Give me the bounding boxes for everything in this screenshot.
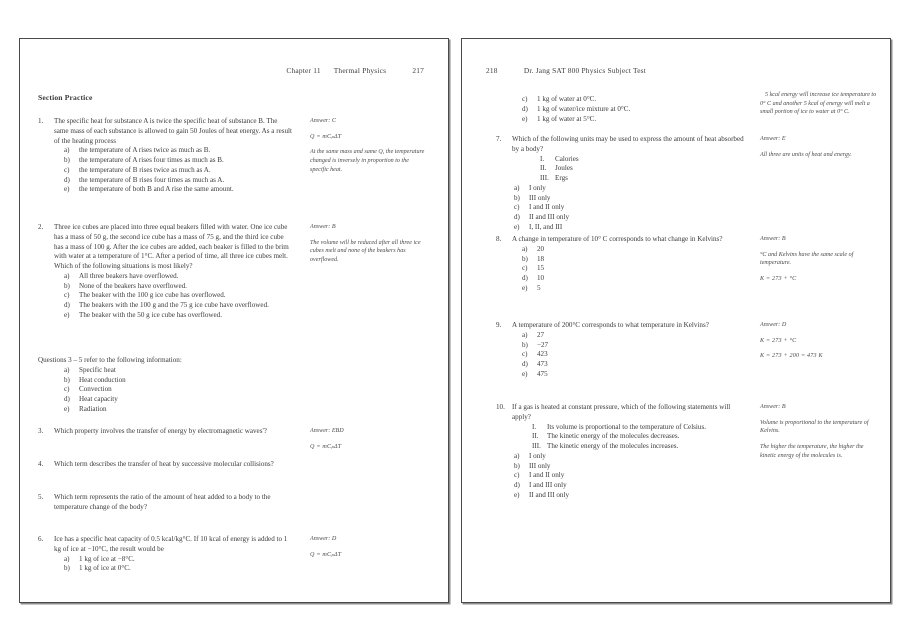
question-6-number: 6. [38,535,44,543]
choice-a[interactable] [64,555,293,565]
roman-label: II. [540,164,547,173]
choice-label: b) [522,254,528,263]
running-head-title: Dr. Jang SAT 800 Physics Subject Test [523,66,647,75]
choice-label: b) [64,375,70,384]
roman-label: III. [540,174,549,183]
answer-label: Answer: E [760,136,786,142]
roman-text: Calories [555,154,579,163]
page-right [461,38,891,603]
choice-label: e) [514,223,520,232]
choice-label: a) [514,451,520,460]
choice-label: d) [64,301,70,310]
choice-text: None of the beakers have overflowed. [79,281,187,290]
question-9 [496,321,744,380]
choice-text: the temperature of B rises four times as much as A. [79,175,225,184]
choice-label: e) [522,369,528,378]
choice-label: b) [514,193,520,202]
question-7-stem: Which of the following units may be used to express the amount of heat absorbed by a body? [512,135,744,153]
choice-text: I only [529,183,546,192]
question-1-choices [38,146,293,195]
choice-label: d) [522,360,528,369]
choice-b[interactable] [64,564,293,574]
choice-b[interactable] [64,282,293,292]
choice-c[interactable] [522,350,744,360]
choice-text: Specific heat [79,365,116,374]
choice-a[interactable] [64,366,293,376]
question-3 [38,427,293,437]
choice-label: c) [514,471,520,480]
choice-c[interactable] [522,95,744,105]
choice-e[interactable] [64,405,293,415]
explanation: The volume will be reduced after all three ice cubes melt and none of the beakers has overflowed. [310,239,421,263]
roman-text: Ergs [555,174,568,183]
choice-label: e) [514,491,520,500]
lead-in-text: Questions 3 – 5 refer to the following information: [38,356,182,364]
choice-label: e) [522,114,528,123]
roman-label: I. [540,154,545,163]
choice-b[interactable] [522,255,744,265]
question-1-margin-note [310,117,428,181]
choice-text: I, II, and III [529,223,563,232]
question-1-number: 1. [38,117,44,125]
choice-c[interactable] [514,471,744,481]
choice-text: 18 [537,254,545,263]
choice-e[interactable] [522,115,744,125]
question-6-continued-margin-note [760,91,878,124]
choice-b[interactable] [522,341,744,351]
running-head-page-number: 217 [412,66,424,75]
choice-text: The beaker with the 100 g ice cube has overflowed. [79,291,226,300]
question-8 [496,235,744,294]
choice-label: d) [514,213,520,222]
choice-c[interactable] [514,203,744,213]
choice-e[interactable] [514,223,744,233]
choice-text: I and II only [529,471,565,480]
continued-choices [496,95,744,124]
choice-a[interactable] [522,245,744,255]
choice-d[interactable] [522,360,744,370]
choice-label: b) [64,564,70,573]
choice-label: c) [64,385,70,394]
explanation: At the same mass and same Q, the temperature changed is inversely in proportion to the specific heat. [310,149,425,173]
question-3-number: 3. [38,427,44,435]
running-head-right [486,66,646,75]
choice-c[interactable] [522,264,744,274]
question-9-number: 9. [496,321,502,329]
choice-text: 1 kg of ice at 0°C. [79,564,131,573]
roman-statement-1 [532,423,744,433]
choice-c[interactable] [64,166,293,176]
choice-text: −27 [537,340,549,349]
roman-statement-3 [532,442,744,452]
choice-label: d) [64,395,70,404]
choice-text: the temperature of both B and A rise the same amount. [79,185,234,194]
question-2-margin-note [310,223,428,272]
choice-text: I only [529,451,546,460]
choice-text: 1 kg of water at 0°C. [537,95,597,103]
lead-in-choices [38,366,293,415]
question-8-stem: A change in temperature of 10° C corresponds to what change in Kelvins? [512,235,723,243]
choice-d[interactable] [522,274,744,284]
explanation: Volume is proportional to the temperature of Kelvins. [760,419,869,435]
choice-b[interactable] [64,156,293,166]
explanation: All three are units of heat and energy. [760,151,852,158]
choice-a[interactable] [64,146,293,156]
choice-c[interactable] [64,385,293,395]
question-4-number: 4. [38,460,44,468]
choice-text: the temperature of B rises twice as much as A. [79,165,211,174]
roman-text: Joules [555,164,573,173]
choice-label: a) [64,554,70,563]
choice-text: 15 [537,264,545,273]
choice-label: b) [522,340,528,349]
formula: K = 273 + °C [760,275,797,282]
choice-b[interactable] [514,194,744,204]
choice-text: 1 kg of water/ice mixture at 0°C. [537,104,631,113]
roman-label: I. [532,422,537,431]
choice-label: a) [514,183,520,192]
choice-label: a) [64,271,70,280]
choice-label: a) [64,146,70,155]
question-9-margin-note [760,321,878,368]
roman-label: III. [532,442,541,451]
choice-label: c) [64,291,70,300]
choice-label: c) [514,203,520,212]
question-10-number: 10. [496,403,505,411]
choice-text: I and II only [529,203,565,212]
question-2-choices [38,272,293,321]
choice-label: a) [522,244,528,253]
running-head-title: Thermal Physics [333,66,387,75]
choice-text: Heat conduction [79,375,126,384]
question-3-stem: Which property involves the transfer of energy by electromagnetic waves'? [54,427,267,435]
choice-label: d) [514,481,520,490]
lead-in-questions-3-5 [38,356,293,415]
choice-d[interactable] [514,213,744,223]
formula: Q = mCₚΔT [310,551,342,558]
question-10-choices [496,452,744,501]
question-2-stem: Three ice cubes are placed into three equal beakers filled with water. One ice cube has a mass of 50 g, the second ice cube has a mass of 75 g, and the third ice cube has a mass of 100 g. After the ice cubes are added, each beaker is filled to the brim with water at a temperature of 1°C. After a period of time, all three ice cubes melt. Which of the following situations is most likely? [54,223,289,271]
choice-label: c) [522,264,528,273]
explanation: °C and Kelvins have the same scale of temperature. [760,251,854,267]
answer-label: Answer: B [310,224,336,230]
choice-text: 475 [537,369,548,378]
choice-e[interactable] [522,284,744,294]
question-10-roman-statements [496,423,744,452]
explanation-secondary: The higher the temperature, the higher the kinetic energy of the molecules is. [760,443,864,459]
choice-e[interactable] [64,311,293,321]
roman-label: II. [532,432,539,441]
choice-text: the temperature of A rises twice as much as B. [79,146,211,155]
running-head-chapter: Chapter 11 [286,66,321,75]
question-10 [496,403,744,501]
choice-label: e) [522,283,528,292]
choice-d[interactable] [64,301,293,311]
choice-label: b) [64,281,70,290]
question-6-margin-note [310,535,428,566]
question-7-number: 7. [496,135,502,143]
question-6-choices [38,555,293,575]
choice-text: I and III only [529,481,567,490]
choice-a[interactable] [514,452,744,462]
question-7-margin-note [760,135,878,166]
question-2-number: 2. [38,223,44,231]
choice-text: 27 [537,330,545,339]
formula: Q = mCₚΔT [310,133,342,140]
running-head-left [286,66,424,75]
choice-label: e) [64,404,70,413]
choice-e[interactable] [64,185,293,195]
choice-d[interactable] [64,176,293,186]
question-6-stem: Ice has a specific heat capacity of 0.5 kcal/kg°C. If 10 kcal of energy is added to 1 kg of ice at −10°C, the result would be [54,535,288,553]
choice-label: c) [64,165,70,174]
choice-label: e) [64,185,70,194]
choice-label: d) [64,175,70,184]
choice-text: II and III only [529,213,569,222]
choice-label: d) [522,104,528,113]
question-6-continued-choices [496,95,744,124]
section-title: Section Practice [38,93,93,102]
question-8-number: 8. [496,235,502,243]
choice-text: 423 [537,350,548,359]
question-9-stem: A temperature of 200°C corresponds to what temperature in Kelvins? [512,321,709,329]
explanation: 5 kcal energy will increase ice temperature to 0° C and another 5 kcal of energy will melt a small portion of ice to water at 0° C. [760,92,877,116]
choice-text: The beaker with the 50 g ice cube has overflowed. [79,311,223,320]
question-10-margin-note [760,403,878,467]
answer-label: Answer: B [760,236,786,242]
answer-label: Answer: B [760,404,786,410]
choice-text: III only [529,193,551,202]
roman-statement-2 [532,432,744,442]
choice-d[interactable] [514,481,744,491]
formula: K = 273 + °C [760,337,797,344]
choice-a[interactable] [522,331,744,341]
choice-text: Heat capacity [79,395,118,404]
roman-statement-3 [540,174,744,184]
roman-text: The kinetic energy of the molecules increases. [547,442,679,451]
choice-text: 1 kg of ice at −8°C. [79,554,135,563]
roman-text: The kinetic energy of the molecules decreases. [547,432,680,441]
question-7-choices [496,184,744,233]
choice-text: All three beakers have overflowed. [79,271,179,280]
question-1-stem: The specific heat for substance A is twice the specific heat of substance B. The same mass of each substance is allowed to gain 50 Joules of heat energy. As a result of the heating process [54,117,292,145]
question-2 [38,223,293,321]
choice-text: 10 [537,274,545,283]
question-5 [38,493,293,513]
choice-e[interactable] [522,370,744,380]
choice-text: 473 [537,360,548,369]
answer-label: Answer: D [760,322,787,328]
answer-label: Answer: C [310,118,336,124]
choice-text: Radiation [79,404,107,413]
question-5-number: 5. [38,493,44,501]
question-8-margin-note [760,235,878,291]
choice-c[interactable] [64,291,293,301]
question-9-choices [496,331,744,380]
choice-label: a) [64,365,70,374]
choice-d[interactable] [522,105,744,115]
choice-text: Convection [79,385,112,394]
choice-d[interactable] [64,395,293,405]
question-4 [38,460,293,470]
question-7-roman-statements [496,155,744,184]
roman-statement-1 [540,155,744,165]
choice-label: d) [522,274,528,283]
question-1 [38,117,293,195]
answer-label: Answer: EBD [310,428,344,434]
choice-text: the temperature of A rises four times as much as B. [79,156,224,165]
choice-text: II and III only [529,491,569,500]
question-10-stem: If a gas is heated at constant pressure, which of the following statements will apply? [512,403,731,421]
choice-text: III only [529,461,551,470]
formula-worked: K = 273 + 200 = 473 K [760,353,823,360]
question-7 [496,135,744,233]
choice-a[interactable] [514,184,744,194]
choice-label: c) [522,95,528,103]
choice-label: b) [514,461,520,470]
choice-label: c) [522,350,528,359]
choice-a[interactable] [64,272,293,282]
choice-text: 1 kg of water at 5°C. [537,114,597,123]
running-head-page-number: 218 [486,66,498,75]
question-4-stem: Which term describes the transfer of heat by successive molecular collisions? [54,460,274,468]
choice-text: 5 [537,283,541,292]
roman-text: Its volume is proportional to the temperature of Celsius. [547,422,706,431]
roman-statement-2 [540,164,744,174]
choice-text: 20 [537,244,545,253]
choice-b[interactable] [64,376,293,386]
question-3-margin-note [310,427,428,458]
answer-label: Answer: D [310,536,337,542]
question-8-choices [496,245,744,294]
choice-b[interactable] [514,462,744,472]
question-6 [38,535,293,574]
choice-text: The beakers with the 100 g and the 75 g ice cube have overflowed. [79,301,269,310]
choice-e[interactable] [514,491,744,501]
question-5-stem: Which term represents the ratio of the amount of heat added to a body to the temperature change of the body? [54,493,271,511]
choice-label: b) [64,156,70,165]
page-left [19,38,449,603]
formula: Q = mCₚΔT [310,443,342,450]
choice-label: a) [522,330,528,339]
choice-label: e) [64,311,70,320]
